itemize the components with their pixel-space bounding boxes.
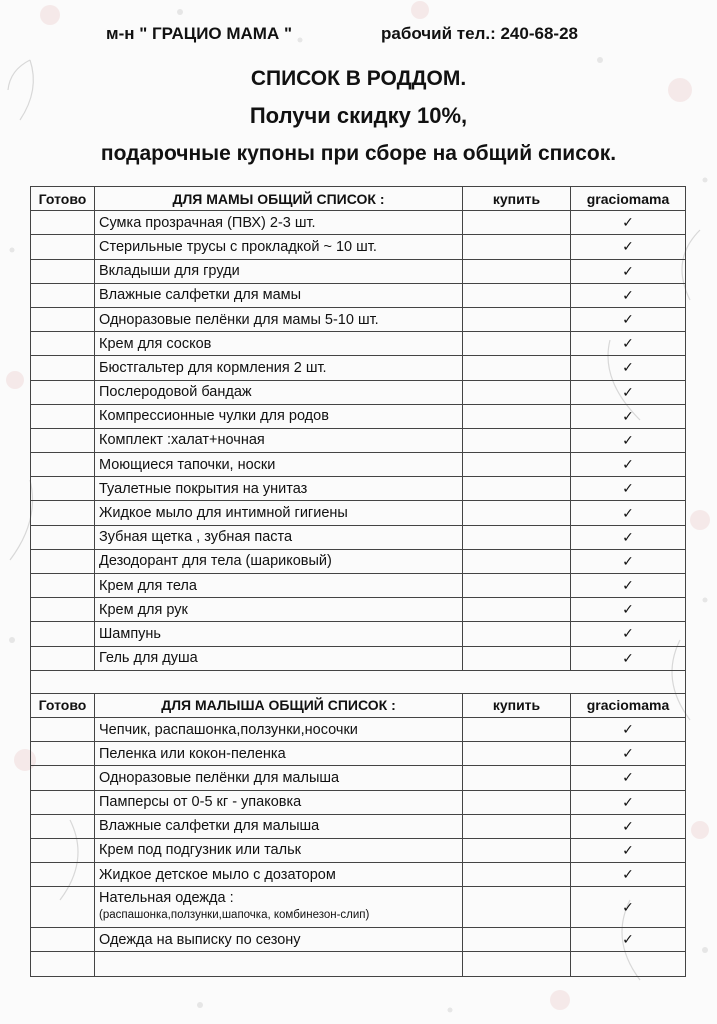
item-name [95,549,463,573]
item-name-text: Стерильные трусы с прокладкой ~ 10 шт. [99,238,377,255]
item-name-text: Крем для рук [99,601,188,618]
check-icon: ✓ [571,887,686,928]
item-name-text: Памперсы от 0-5 кг - упаковка [99,794,302,811]
item-name-text: Шампунь [99,625,161,642]
baby-item-row [31,928,686,952]
buy-cell[interactable] [463,928,571,952]
col-mother-list: ДЛЯ МАМЫ ОБЩИЙ СПИСОК : [95,187,463,211]
ready-checkbox[interactable] [31,574,95,598]
check-icon: ✓ [571,259,686,283]
mother-item-row [31,646,686,670]
check-icon: ✓ [571,622,686,646]
ready-checkbox[interactable] [31,404,95,428]
buy-cell[interactable] [463,428,571,452]
mother-item-row [31,574,686,598]
check-icon: ✓ [571,428,686,452]
item-name [95,356,463,380]
item-name [95,332,463,356]
item-name [95,622,463,646]
check-icon: ✓ [571,453,686,477]
mother-item-row [31,356,686,380]
item-name-text: Одноразовые пелёнки для малыша [99,769,340,786]
check-icon: ✓ [571,928,686,952]
item-name [95,646,463,670]
item-name-text: Зубная щетка , зубная паста [99,529,293,546]
check-icon: ✓ [571,332,686,356]
buy-cell[interactable] [463,259,571,283]
item-name-text: Крем для тела [99,577,197,594]
buy-cell[interactable] [463,380,571,404]
item-name [95,283,463,307]
buy-cell[interactable] [463,211,571,235]
item-name [95,404,463,428]
baby-item-row [31,863,686,887]
item-name [95,742,463,766]
buy-cell[interactable] [463,646,571,670]
item-name-text: Туалетные покрытия на унитаз [99,480,308,497]
buy-cell[interactable] [463,501,571,525]
ready-checkbox[interactable] [31,766,95,790]
spacer-row [31,670,686,693]
item-subtext: (распашонка,ползунки,шапочка, комбинезон-слип) [99,909,370,922]
check-icon: ✓ [571,404,686,428]
check-icon: ✓ [571,525,686,549]
ready-checkbox[interactable] [31,428,95,452]
check-icon: ✓ [571,549,686,573]
shop-name: м-н " ГРАЦИО МАМА " [106,24,293,43]
item-name-text: Сумка прозрачная (ПВХ) 2-3 шт. [99,214,316,231]
check-icon: ✓ [571,646,686,670]
mother-item-row [31,501,686,525]
buy-cell[interactable] [463,790,571,814]
item-name [95,598,463,622]
buy-cell[interactable] [463,356,571,380]
item-name [95,928,463,952]
item-name-text: Крем для сосков [99,335,212,352]
ready-checkbox[interactable] [31,283,95,307]
item-name [95,838,463,862]
check-icon: ✓ [571,742,686,766]
buy-cell[interactable] [463,598,571,622]
ready-checkbox[interactable] [31,549,95,573]
item-name [95,211,463,235]
item-name [95,501,463,525]
item-name [95,428,463,452]
mother-item-row [31,525,686,549]
check-icon: ✓ [571,790,686,814]
buy-cell[interactable] [463,332,571,356]
mother-item-row [31,332,686,356]
check-icon: ✓ [571,380,686,404]
buy-cell[interactable] [463,404,571,428]
item-name [95,525,463,549]
ready-checkbox[interactable] [31,356,95,380]
item-name [95,766,463,790]
item-name-text: Дезодорант для тела (шариковый) [99,553,332,570]
ready-checkbox[interactable] [31,477,95,501]
check-icon: ✓ [571,235,686,259]
mother-item-row [31,235,686,259]
item-name [95,574,463,598]
buy-cell[interactable] [463,574,571,598]
ready-checkbox[interactable] [31,717,95,741]
ready-checkbox[interactable] [31,598,95,622]
buy-cell[interactable] [463,283,571,307]
check-icon: ✓ [571,211,686,235]
item-name [95,259,463,283]
item-name-text: Влажные салфетки для мамы [99,287,302,304]
discount-title: Получи скидку 10%, [249,103,468,128]
check-icon: ✓ [571,307,686,331]
col-brand: graciomama [571,187,686,211]
buy-cell[interactable] [463,887,571,928]
ready-checkbox[interactable] [31,863,95,887]
item-name-text: Одежда на выписку по сезону [99,931,301,948]
check-icon: ✓ [571,814,686,838]
mother-item-row [31,211,686,235]
mother-item-row [31,549,686,573]
buy-cell[interactable] [463,477,571,501]
ready-checkbox[interactable] [31,332,95,356]
buy-cell[interactable] [463,307,571,331]
ready-checkbox[interactable] [31,646,95,670]
item-name [95,380,463,404]
buy-cell[interactable] [463,766,571,790]
item-name-text: Нательная одежда : [99,890,234,907]
ready-checkbox[interactable] [31,211,95,235]
item-name-text: Влажные салфетки для малыша [99,818,320,835]
baby-header-row [31,693,686,717]
item-name-text: Вкладыши для груди [99,263,240,280]
check-icon: ✓ [571,283,686,307]
check-icon: ✓ [571,356,686,380]
check-icon: ✓ [571,574,686,598]
check-icon: ✓ [571,717,686,741]
buy-cell[interactable] [463,525,571,549]
check-icon: ✓ [571,477,686,501]
item-name-text: Жидкое детское мыло с дозатором [99,866,336,883]
col-buy: купить [463,693,571,717]
ready-checkbox[interactable] [31,887,95,928]
mother-item-row [31,283,686,307]
baby-item-row [31,717,686,741]
buy-cell[interactable] [463,863,571,887]
buy-cell[interactable] [463,838,571,862]
ready-checkbox[interactable] [31,380,95,404]
baby-item-row [31,766,686,790]
mother-header-row [31,187,686,211]
empty-row [31,952,686,976]
buy-cell[interactable] [463,453,571,477]
ready-checkbox[interactable] [31,790,95,814]
ready-checkbox[interactable] [31,235,95,259]
item-name-text: Одноразовые пелёнки для мамы 5-10 шт. [99,311,379,328]
ready-checkbox[interactable] [31,453,95,477]
item-name [95,863,463,887]
item-name [95,453,463,477]
shop-header [0,22,717,50]
list-title: СПИСОК В РОДДОМ. [250,67,467,90]
check-icon: ✓ [571,863,686,887]
mother-item-row [31,404,686,428]
item-name [95,717,463,741]
ready-checkbox[interactable] [31,928,95,952]
item-name-text: Послеродовой бандаж [99,384,252,401]
item-name [95,887,463,928]
mother-item-row [31,380,686,404]
mother-item-row [31,259,686,283]
item-name-text: Гель для душа [99,650,198,667]
ready-checkbox[interactable] [31,501,95,525]
buy-cell[interactable] [463,814,571,838]
buy-cell[interactable] [463,549,571,573]
item-name-text: Чепчик, распашонка,ползунки,носочки [99,721,358,738]
baby-item-row [31,790,686,814]
buy-cell[interactable] [463,622,571,646]
item-name-text: Крем под подгузник или тальк [99,842,301,859]
ready-checkbox[interactable] [31,814,95,838]
check-icon: ✓ [571,838,686,862]
baby-item-row [31,742,686,766]
mother-item-row [31,622,686,646]
checklist-table [30,186,686,977]
shop-phone: рабочий тел.: 240-68-28 [381,24,578,43]
mother-item-row [31,477,686,501]
baby-item-row [31,887,686,928]
item-name [95,307,463,331]
ready-checkbox[interactable] [31,307,95,331]
baby-item-row [31,814,686,838]
item-name [95,814,463,838]
col-ready: Готово [31,187,95,211]
col-brand: graciomama [571,693,686,717]
ready-checkbox[interactable] [31,259,95,283]
item-name [95,235,463,259]
buy-cell[interactable] [463,717,571,741]
col-ready: Готово [31,693,95,717]
item-name-text: Пеленка или кокон-пеленка [99,745,286,762]
item-name-text: Компрессионные чулки для родов [99,408,329,425]
item-name-text: Моющиеся тапочки, носки [99,456,276,473]
check-icon: ✓ [571,501,686,525]
item-name [95,790,463,814]
mother-item-row [31,453,686,477]
check-icon: ✓ [571,598,686,622]
item-name [95,477,463,501]
col-buy: купить [463,187,571,211]
buy-cell[interactable] [463,742,571,766]
col-baby-list: ДЛЯ МАЛЫША ОБЩИЙ СПИСОК : [95,693,463,717]
mother-item-row [31,428,686,452]
item-name-text: Комплект :халат+ночная [99,432,265,449]
mother-item-row [31,598,686,622]
ready-checkbox[interactable] [31,622,95,646]
buy-cell[interactable] [463,235,571,259]
ready-checkbox[interactable] [31,525,95,549]
check-icon: ✓ [571,766,686,790]
item-name-text: Жидкое мыло для интимной гигиены [99,505,348,522]
ready-checkbox[interactable] [31,742,95,766]
item-name-text: Бюстгальтер для кормления 2 шт. [99,359,327,376]
coupons-title: подарочные купоны при сборе на общий список. [100,142,617,165]
ready-checkbox[interactable] [31,838,95,862]
mother-item-row [31,307,686,331]
baby-item-row [31,838,686,862]
